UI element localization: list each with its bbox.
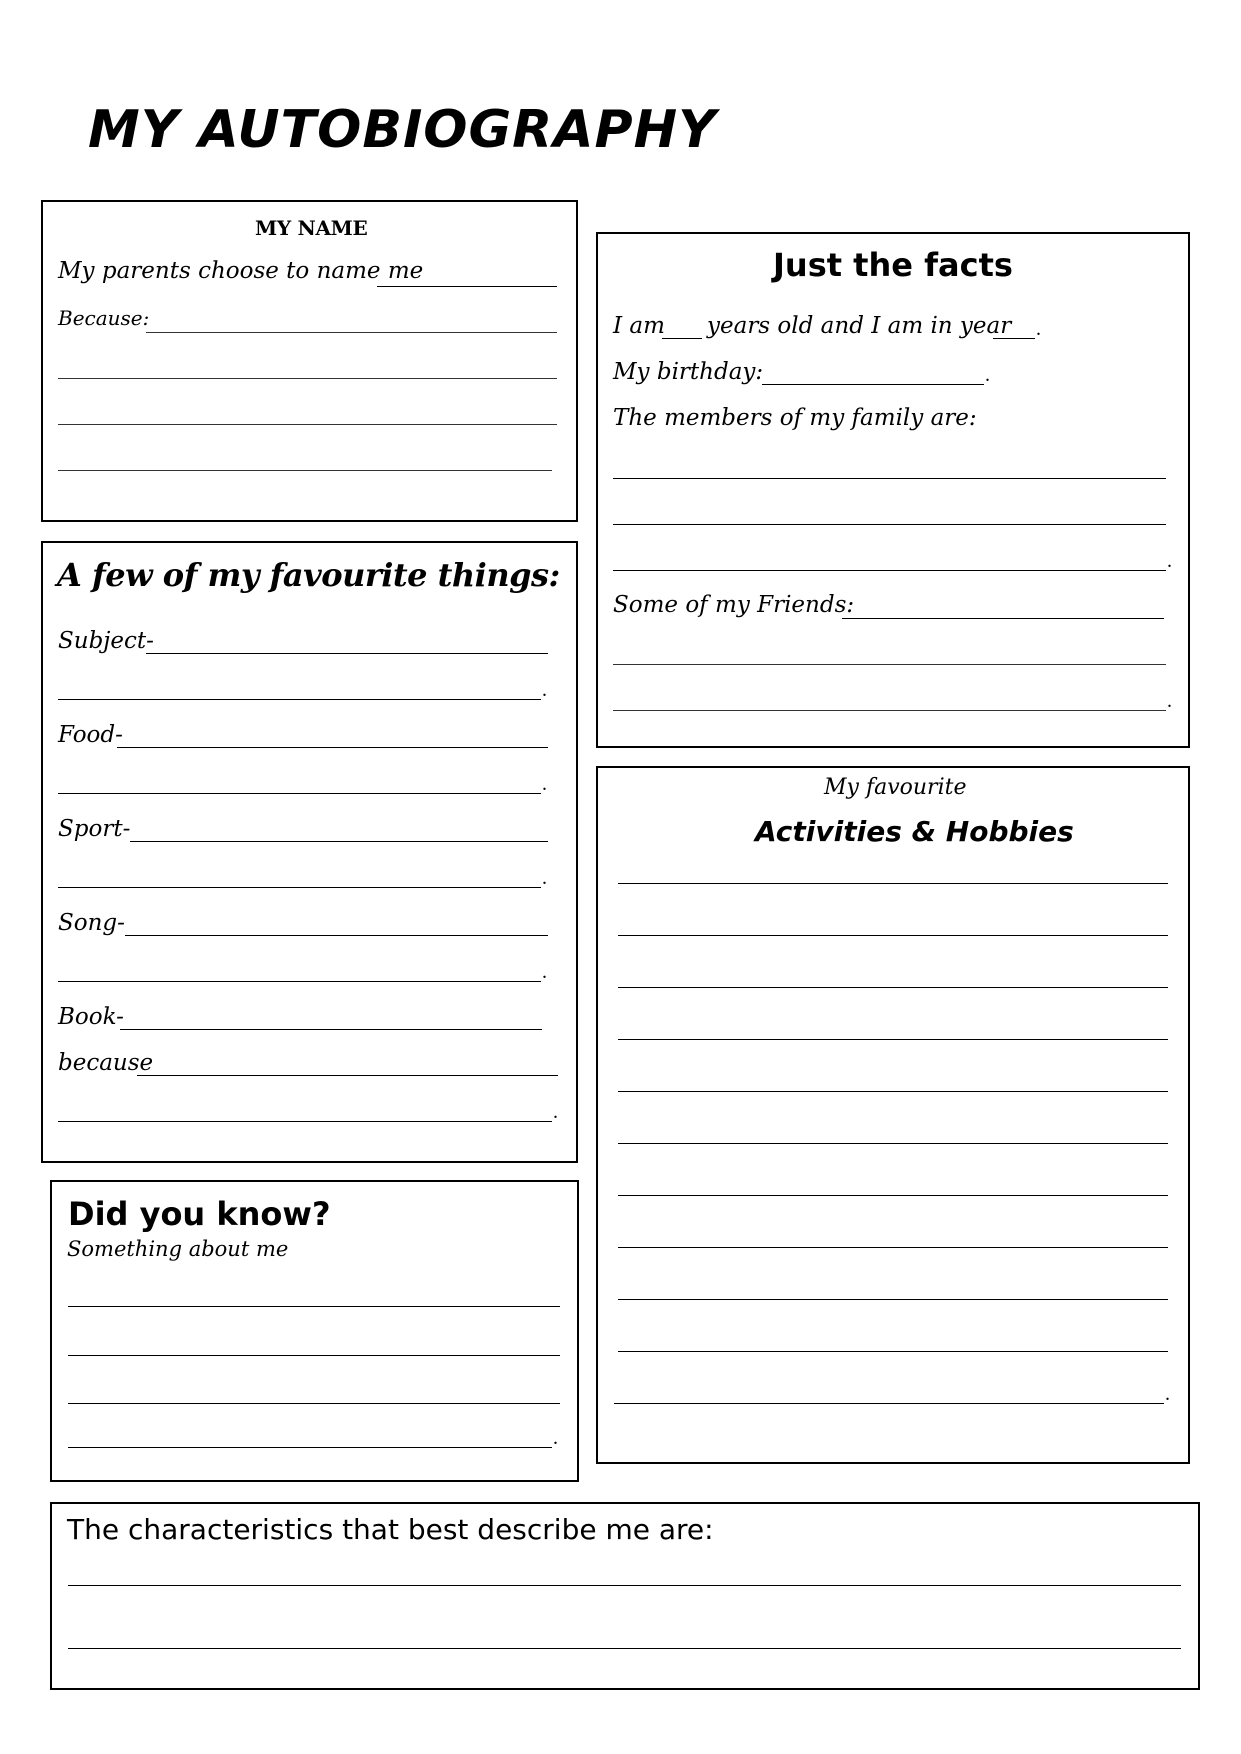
because-line-3[interactable] (58, 424, 557, 425)
period: . (553, 1427, 558, 1449)
age-prompt: I am (613, 313, 665, 339)
name-answer-line[interactable] (377, 286, 557, 287)
activity-line-2[interactable] (618, 935, 1168, 936)
characteristics-heading: The characteristics that best describe me are: (67, 1513, 714, 1546)
year-prompt: years old and I am in year (707, 313, 1012, 339)
period: . (542, 867, 547, 889)
book-because-line-2[interactable] (58, 1121, 552, 1122)
period: . (1036, 318, 1041, 340)
age-line[interactable] (662, 338, 702, 339)
year-line[interactable] (993, 338, 1035, 339)
friends-line-2[interactable] (613, 664, 1166, 665)
book-prompt: Book- (58, 1004, 124, 1030)
favourites-heading: A few of my favourite things: (57, 556, 560, 594)
sport-prompt: Sport- (58, 816, 131, 842)
did-you-know-sub: Something about me (67, 1237, 289, 1261)
book-because-prompt: because (58, 1050, 154, 1076)
birthday-line[interactable] (762, 384, 984, 385)
food-line-2[interactable] (58, 793, 541, 794)
activities-box (596, 766, 1190, 1464)
page-title: MY AUTOBIOGRAPHY (88, 100, 717, 160)
subject-prompt: Subject- (58, 628, 154, 654)
period: . (985, 364, 990, 386)
activity-line-1[interactable] (618, 883, 1168, 884)
something-line-4[interactable] (68, 1447, 552, 1448)
song-line-2[interactable] (58, 981, 541, 982)
because-prompt: Because: (58, 306, 150, 330)
activity-line-6[interactable] (618, 1143, 1168, 1144)
activity-line-3[interactable] (618, 987, 1168, 988)
because-line-2[interactable] (58, 378, 557, 379)
friends-line-1[interactable] (842, 618, 1164, 619)
period: . (542, 961, 547, 983)
activities-heading: Activities & Hobbies (755, 815, 1074, 848)
family-prompt: The members of my family are: (613, 405, 977, 431)
something-line-3[interactable] (68, 1403, 560, 1404)
period: . (553, 1101, 558, 1123)
something-line-1[interactable] (68, 1306, 560, 1307)
because-line-4[interactable] (58, 470, 552, 471)
activity-line-8[interactable] (618, 1247, 1168, 1248)
facts-box (596, 232, 1190, 748)
activities-pre-heading: My favourite (824, 775, 967, 800)
facts-heading: Just the facts (773, 246, 1013, 284)
birthday-prompt: My birthday: (613, 359, 764, 385)
characteristics-line-1[interactable] (68, 1585, 1181, 1586)
food-line-1[interactable] (117, 747, 548, 748)
subject-line-2[interactable] (58, 699, 541, 700)
family-line-1[interactable] (613, 478, 1166, 479)
sport-line-2[interactable] (58, 887, 541, 888)
activity-line-4[interactable] (618, 1039, 1168, 1040)
family-line-3[interactable] (613, 570, 1166, 571)
period: . (1165, 1383, 1170, 1405)
because-line-1[interactable] (146, 332, 557, 333)
period: . (1167, 550, 1172, 572)
friends-line-3[interactable] (613, 710, 1166, 711)
period: . (542, 773, 547, 795)
family-line-2[interactable] (613, 524, 1166, 525)
did-you-know-heading: Did you know? (68, 1195, 331, 1233)
my-name-box (41, 200, 578, 522)
activity-line-11[interactable] (614, 1403, 1164, 1404)
period: . (542, 679, 547, 701)
activity-line-9[interactable] (618, 1299, 1168, 1300)
activity-line-7[interactable] (618, 1195, 1168, 1196)
friends-prompt: Some of my Friends: (613, 592, 855, 618)
book-line[interactable] (120, 1029, 542, 1030)
sport-line-1[interactable] (130, 841, 548, 842)
something-line-2[interactable] (68, 1355, 560, 1356)
my-name-heading: MY NAME (255, 216, 368, 240)
song-line-1[interactable] (125, 935, 548, 936)
book-because-line-1[interactable] (137, 1075, 558, 1076)
name-prompt: My parents choose to name me (58, 258, 424, 284)
song-prompt: Song- (58, 910, 125, 936)
food-prompt: Food- (58, 722, 123, 748)
characteristics-line-2[interactable] (68, 1648, 1181, 1649)
activity-line-10[interactable] (618, 1351, 1168, 1352)
period: . (1167, 690, 1172, 712)
subject-line-1[interactable] (146, 653, 548, 654)
activity-line-5[interactable] (618, 1091, 1168, 1092)
